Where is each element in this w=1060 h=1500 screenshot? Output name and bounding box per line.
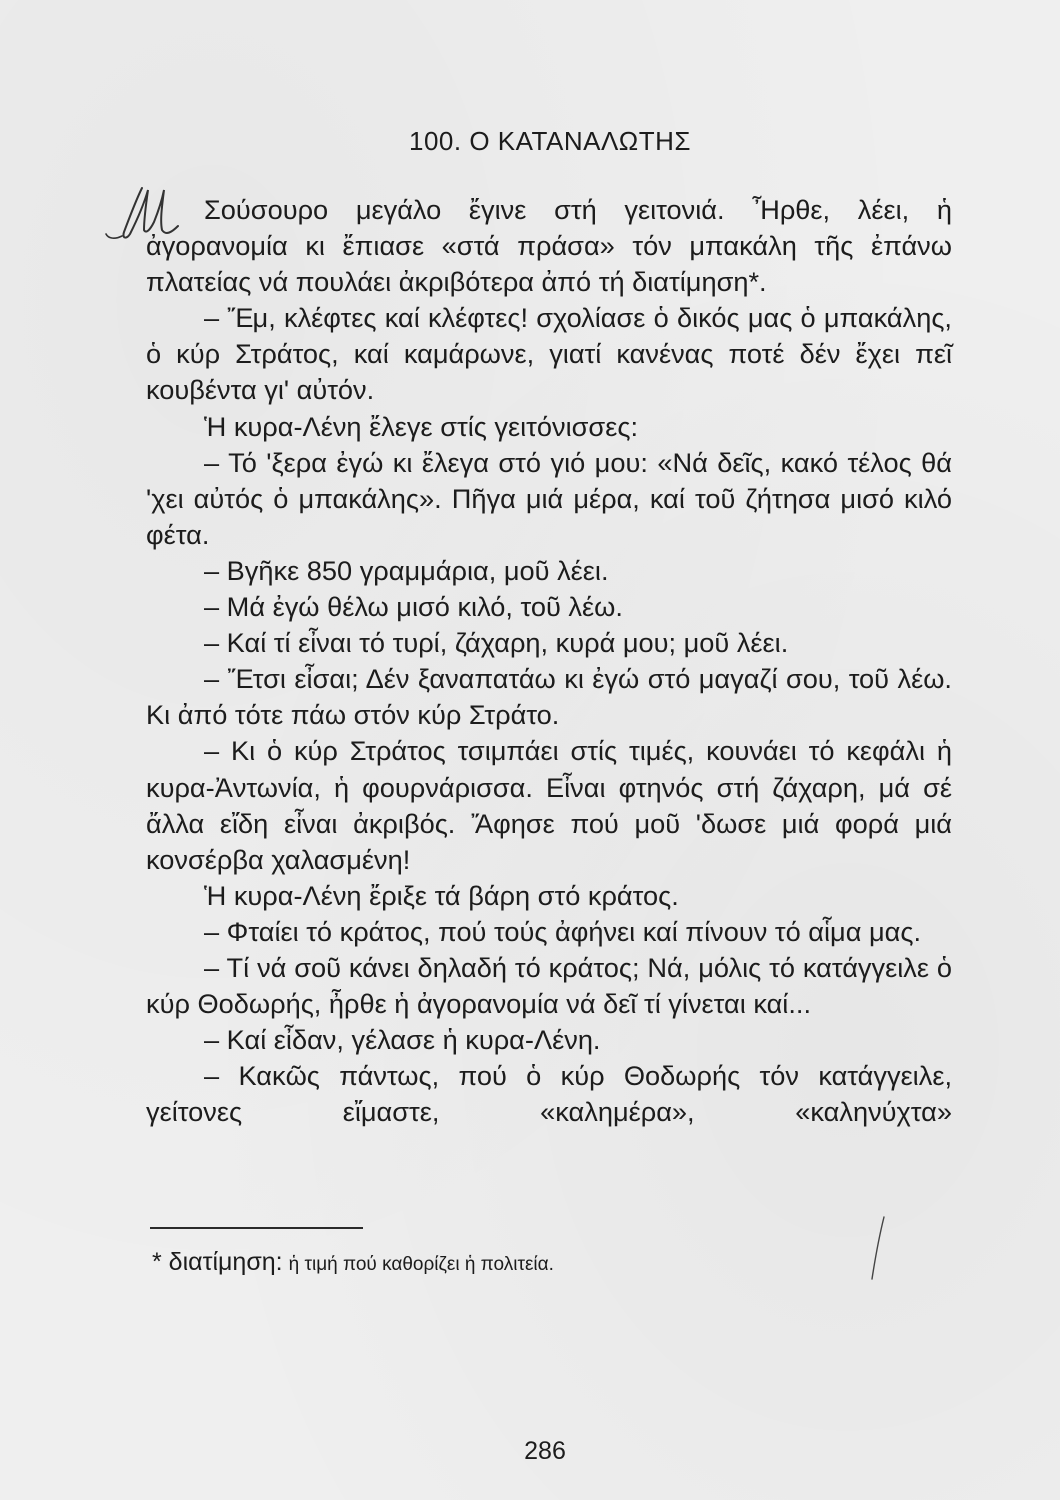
- paragraph: – Κακῶς πάντως, πού ὁ κύρ Θοδωρής τόν κατάγγειλε, γείτονες εἴμαστε, «καλημέρα», «καληνύχτα»: [146, 1060, 952, 1128]
- paragraph: – Τί νά σοῦ κάνει δηλαδή τό κράτος; Νά, μόλις τό κατάγγειλε ὁ κύρ Θοδωρής, ἦρθε ἡ ἀγορανομία νά δεῖ τί γίνεται καί...: [146, 951, 952, 1020]
- footnote-term: * διατίμηση:: [152, 1248, 283, 1276]
- paragraph: Ἡ κυρα-Λένη ἔλεγε στίς γειτόνισσες:: [204, 410, 638, 442]
- paragraph: – Ἔμ, κλέφτες καί κλέφτες! σχολίασε ὁ δικός μας ὁ μπακάλης, ὁ κύρ Στράτος, καί καμάρωνε, γιατί κανένας ποτέ δέν ἔχει πεῖ κουβέντα γι' αὐτόν.: [146, 302, 952, 406]
- paragraph: Ἡ κυρα-Λένη ἔριξε τά βάρη στό κράτος.: [204, 879, 679, 911]
- paragraph: – Ἔτσι εἶσαι; Δέν ξαναπατάω κι ἐγώ στό μαγαζί σου, τοῦ λέω. Κι ἀπό τότε πάω στόν κύρ Στράτο.: [146, 663, 952, 731]
- paragraph: – Καί εἶδαν, γέλασε ἡ κυρα-Λένη.: [204, 1024, 601, 1056]
- chapter-title: 100. Ο ΚΑΤΑΝΑΛΩΤΗΣ: [409, 126, 691, 156]
- paragraph: Σούσουρο μεγάλο ἔγινε στή γειτονιά. Ἦρθε, λέει, ἡ ἀγορανομία κι ἔπιασε «στά πράσα» τόν μπακάλη τῆς ἐπάνω πλατείας νά πουλάει ἀκριβότερα ἀπό τή διατίμηση*.: [146, 194, 952, 298]
- footnote-divider: [150, 1227, 363, 1229]
- paragraph: – Τό 'ξερα ἐγώ κι ἔλεγα στό γιό μου: «Νά δεῖς, κακό τέλος θά 'χει αὐτός ὁ μπακάλης». Πῆγα μιά μέρα, καί τοῦ ζήτησα μισό κιλό φέτα.: [146, 446, 952, 550]
- footnote: [152, 1247, 554, 1280]
- paragraph: – Φταίει τό κράτος, πού τούς ἀφήνει καί πίνουν τό αἷμα μας.: [204, 915, 922, 947]
- page-number: 286: [524, 1437, 566, 1465]
- paragraph: – Βγῆκε 850 γραμμάρια, μοῦ λέει.: [204, 554, 609, 586]
- chapter-body: [146, 192, 952, 1130]
- paragraph: – Μά ἐγώ θέλω μισό κιλό, τοῦ λέω.: [204, 591, 623, 623]
- pen-stroke-icon: [862, 1213, 892, 1283]
- paragraph: – Κι ὁ κύρ Στράτος τσιμπάει στίς τιμές, κουνάει τό κεφάλι ἡ κυρα-Ἀντωνία, ἡ φουρνάρισσα. Εἶναι φτηνός στή ζάχαρη, μά σέ ἄλλα εἴδη εἶναι ἀκριβός. Ἄφησε πού μοῦ 'δωσε μιά φορά μιά κονσέρβα χαλασμένη!: [146, 735, 952, 875]
- paragraph: – Καί τί εἶναι τό τυρί, ζάχαρη, κυρά μου; μοῦ λέει.: [204, 627, 789, 659]
- footnote-definition: ἡ τιμή πού καθορίζει ἡ πολιτεία.: [288, 1254, 554, 1275]
